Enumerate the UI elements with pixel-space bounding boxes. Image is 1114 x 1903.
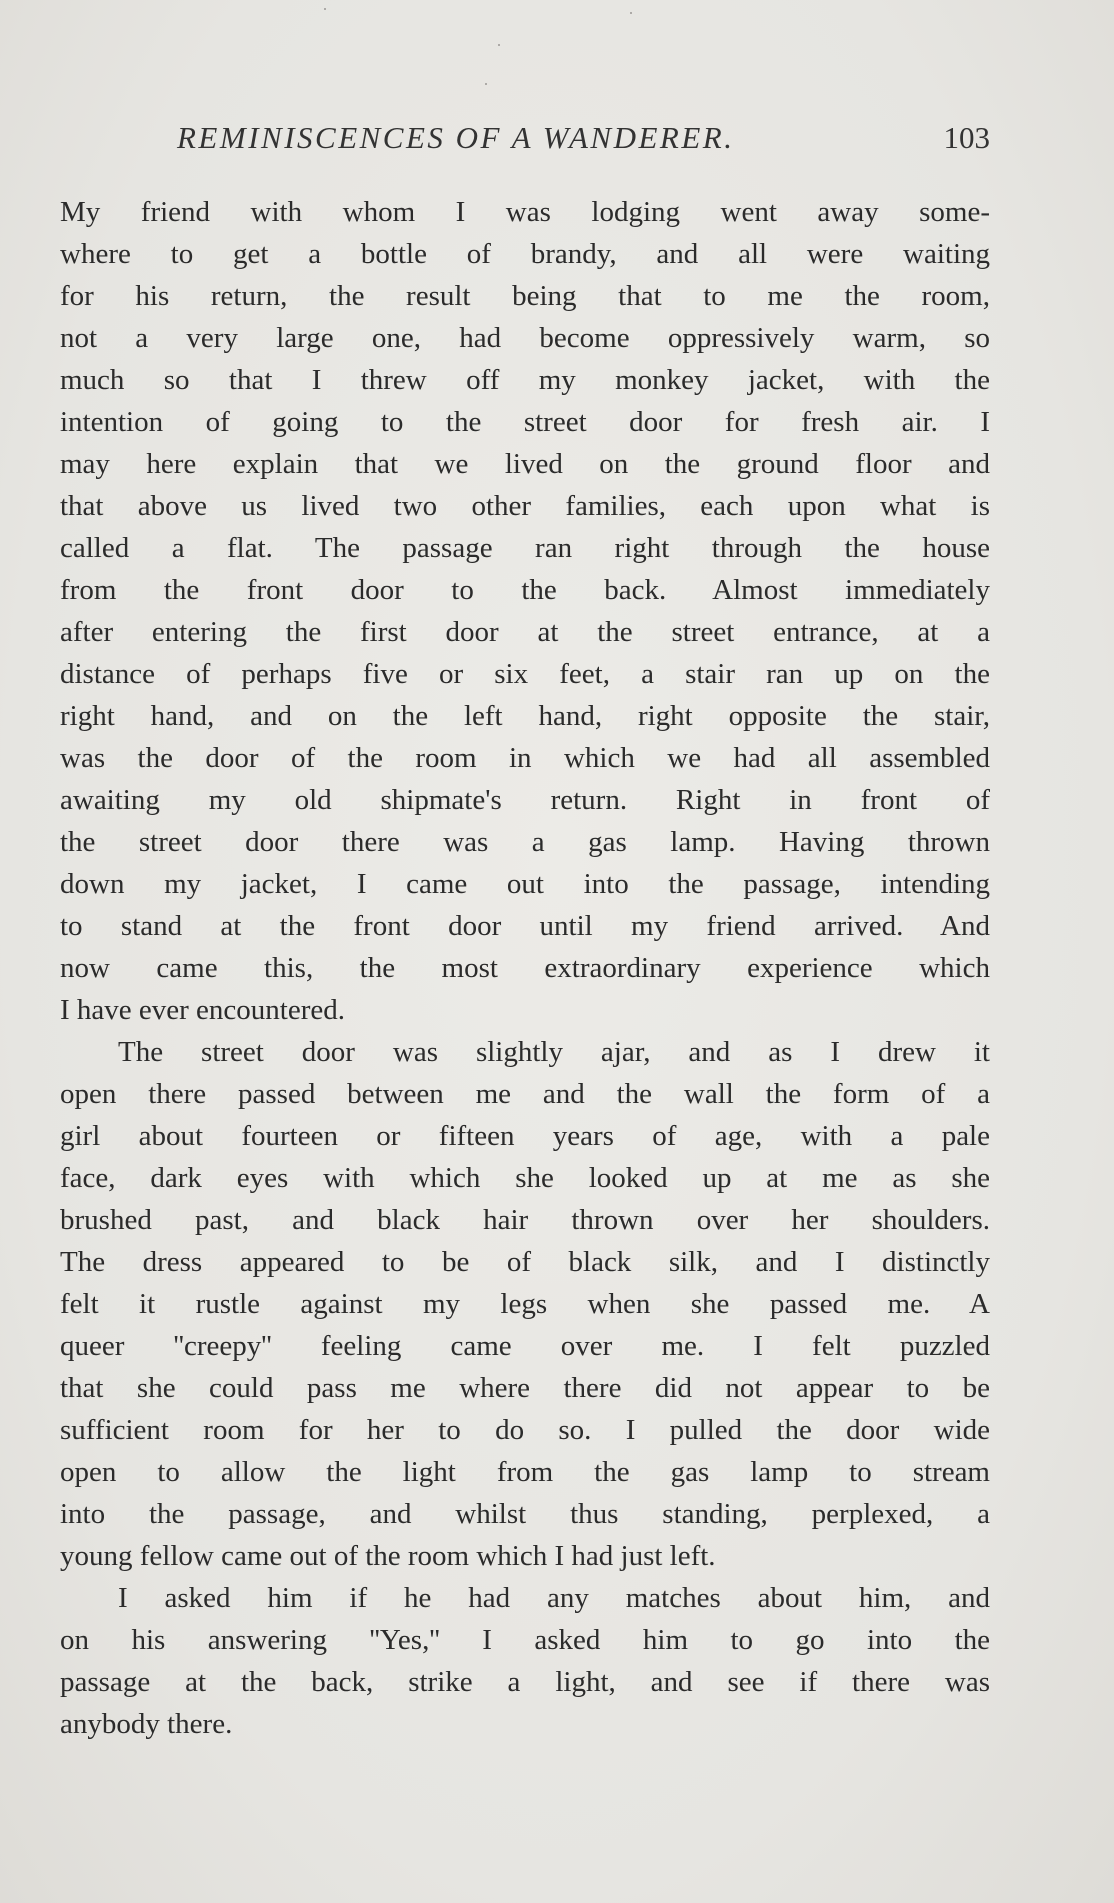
text-line: was the door of the room in which we had all assembled [60,742,990,774]
text-line: sufficient room for her to do so. I pulled the door wide [60,1414,990,1446]
text-line: right hand, and on the left hand, right opposite the stair, [60,700,990,732]
text-line: passage at the back, strike a light, and see if there was [60,1666,990,1698]
text-line: to stand at the front door until my friend arrived. And [60,910,990,942]
text-line: distance of perhaps five or six feet, a stair ran up on the [60,658,990,690]
text-line: The dress appeared to be of black silk, and I distinctly [60,1246,990,1278]
text-line: the street door there was a gas lamp. Having thrown [60,826,990,858]
text-line: into the passage, and whilst thus standing, perplexed, a [60,1498,990,1530]
text-line: that above us lived two other families, each upon what is [60,490,990,522]
text-line: girl about fourteen or fifteen years of age, with a pale [60,1120,990,1152]
text-line: may here explain that we lived on the ground floor and [60,448,990,480]
text-line: that she could pass me where there did not appear to be [60,1372,990,1404]
text-line: face, dark eyes with which she looked up at me as she [60,1162,990,1194]
text-line: not a very large one, had become oppressively warm, so [60,322,990,354]
body-text [60,191,990,1745]
text-line: My friend with whom I was lodging went away some- [60,196,990,228]
text-line: open to allow the light from the gas lamp to stream [60,1456,990,1488]
text-line: anybody there. [60,1708,233,1740]
scan-speck [485,83,487,85]
text-line: down my jacket, I came out into the passage, intending [60,868,990,900]
scan-speck [324,8,326,10]
running-title: REMINISCENCES OF A WANDERER. [177,120,735,155]
text-line: called a flat. The passage ran right through the house [60,532,990,564]
text-line: open there passed between me and the wall the form of a [60,1078,990,1110]
text-line: I have ever encountered. [60,994,346,1026]
scan-speck [498,44,500,46]
text-line: from the front door to the back. Almost immediately [60,574,990,606]
text-line: The street door was slightly ajar, and as I drew it [118,1036,990,1068]
page-header [60,120,990,160]
text-line: on his answering ''Yes,'' I asked him to go into the [60,1624,990,1656]
text-line: for his return, the result being that to me the room, [60,280,990,312]
text-line: much so that I threw off my monkey jacket, with the [60,364,990,396]
scan-speck [630,12,632,14]
text-line: where to get a bottle of brandy, and all were waiting [60,238,990,270]
text-line: queer ''creepy'' feeling came over me. I felt puzzled [60,1330,990,1362]
text-line: I asked him if he had any matches about him, and [118,1582,990,1614]
text-line: intention of going to the street door for fresh air. I [60,406,990,438]
text-line: young fellow came out of the room which I had just left. [60,1540,716,1572]
text-line: awaiting my old shipmate's return. Right in front of [60,784,990,816]
text-line: now came this, the most extraordinary experience which [60,952,990,984]
text-line: after entering the first door at the street entrance, at a [60,616,990,648]
text-line: felt it rustle against my legs when she passed me. A [60,1288,990,1320]
text-line: brushed past, and black hair thrown over her shoulders. [60,1204,990,1236]
page-number: 103 [943,120,990,155]
